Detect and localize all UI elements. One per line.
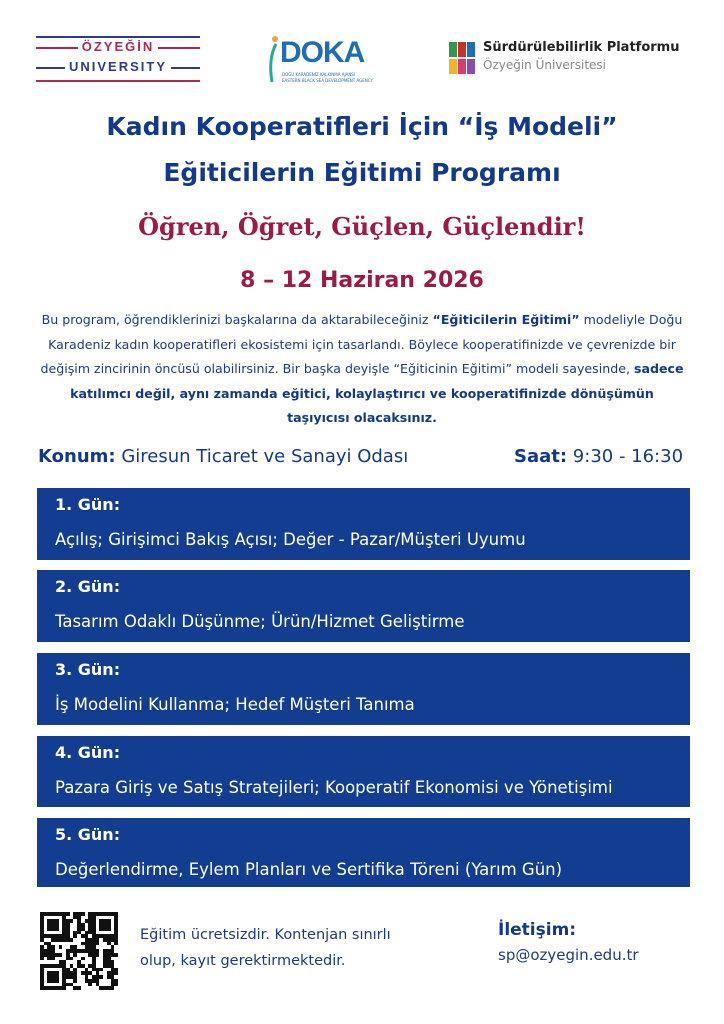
doka-line1: DOĞU KARADENİZ KALKINMA AJANSI bbox=[282, 72, 356, 77]
ozyegin-university-logo bbox=[36, 36, 200, 82]
email-link[interactable]: sp@ozyegin.edu.tr bbox=[498, 946, 639, 964]
title-line1: Kadın Kooperatifleri İçin “İş Modeli” bbox=[106, 112, 618, 141]
logo-text: UNIVERSITY bbox=[65, 59, 171, 74]
doka-name: DOKA bbox=[280, 36, 365, 69]
contact: İletişim: sp@ozyegin.edu.tr bbox=[498, 920, 639, 964]
doka-line2: EASTERN BLACK SEA DEVELOPMENT AGENCY bbox=[282, 78, 373, 83]
day-card-3: 3. Gün: İş Modelini Kullanma; Hedef Müşteri Tanıma bbox=[37, 653, 690, 725]
platform-sub: Özyeğin Üniversitesi bbox=[483, 58, 606, 72]
day-card-2: 2. Gün: Tasarım Odaklı Düşünme; Ürün/Hizmet Geliştirme bbox=[37, 570, 690, 642]
day-card-1: 1. Gün: Açılış; Girişimci Bakış Açısı; Değer - Pazar/Müşteri Uyumu bbox=[37, 488, 690, 560]
day-card-5: 5. Gün: Değerlendirme, Eylem Planları ve Sertifika Töreni (Yarım Gün) bbox=[37, 818, 690, 887]
doka-logo bbox=[266, 34, 386, 86]
platform-name: Sürdürülebilirlik Platformu bbox=[483, 40, 680, 55]
title-line2: Eğiticilerin Eğitimi Programı bbox=[163, 158, 561, 187]
sustainability-platform-logo bbox=[449, 40, 699, 76]
location: Konum: Giresun Ticaret ve Sanayi Odası bbox=[38, 446, 409, 467]
qr-code[interactable] bbox=[40, 912, 118, 990]
intro-paragraph: Bu program, öğrendiklerinizi başkalarına da aktarabileceğiniz “Eğiticilerin Eğitimi” modeliyle Doğu Karadeniz kadın kooperatifleri ekosistemi için tasarlandı. Böylece kooperatifinizde ve çevrenizde bir değişim zincirinin öncüsü olabilirsiniz. Bir başka deyişle “Eğiticinin Eğitimi” modeli sayesinde, sadece katılımcı değil, aynı zamanda eğitici, kolaylaştırıcı ve kooperatifinizde dönüşümün taşıyıcısı olacaksınız. bbox=[40, 312, 684, 426]
time: Saat: 9:30 - 16:30 bbox=[514, 446, 684, 467]
slogan: Öğren, Öğret, Güçlen, Güçlendir! bbox=[138, 212, 586, 241]
logo-text: ÖZYEĞİN bbox=[78, 39, 159, 54]
registration-note: Eğitim ücretsizdir. Kontenjan sınırlı olup, kayıt gerektirmektedir. bbox=[140, 927, 391, 969]
day-card-4: 4. Gün: Pazara Giriş ve Satış Stratejileri; Kooperatif Ekonomisi ve Yönetişimi bbox=[37, 736, 690, 807]
program-date: 8 – 12 Haziran 2026 bbox=[240, 268, 484, 293]
color-bars-icon bbox=[449, 42, 477, 74]
